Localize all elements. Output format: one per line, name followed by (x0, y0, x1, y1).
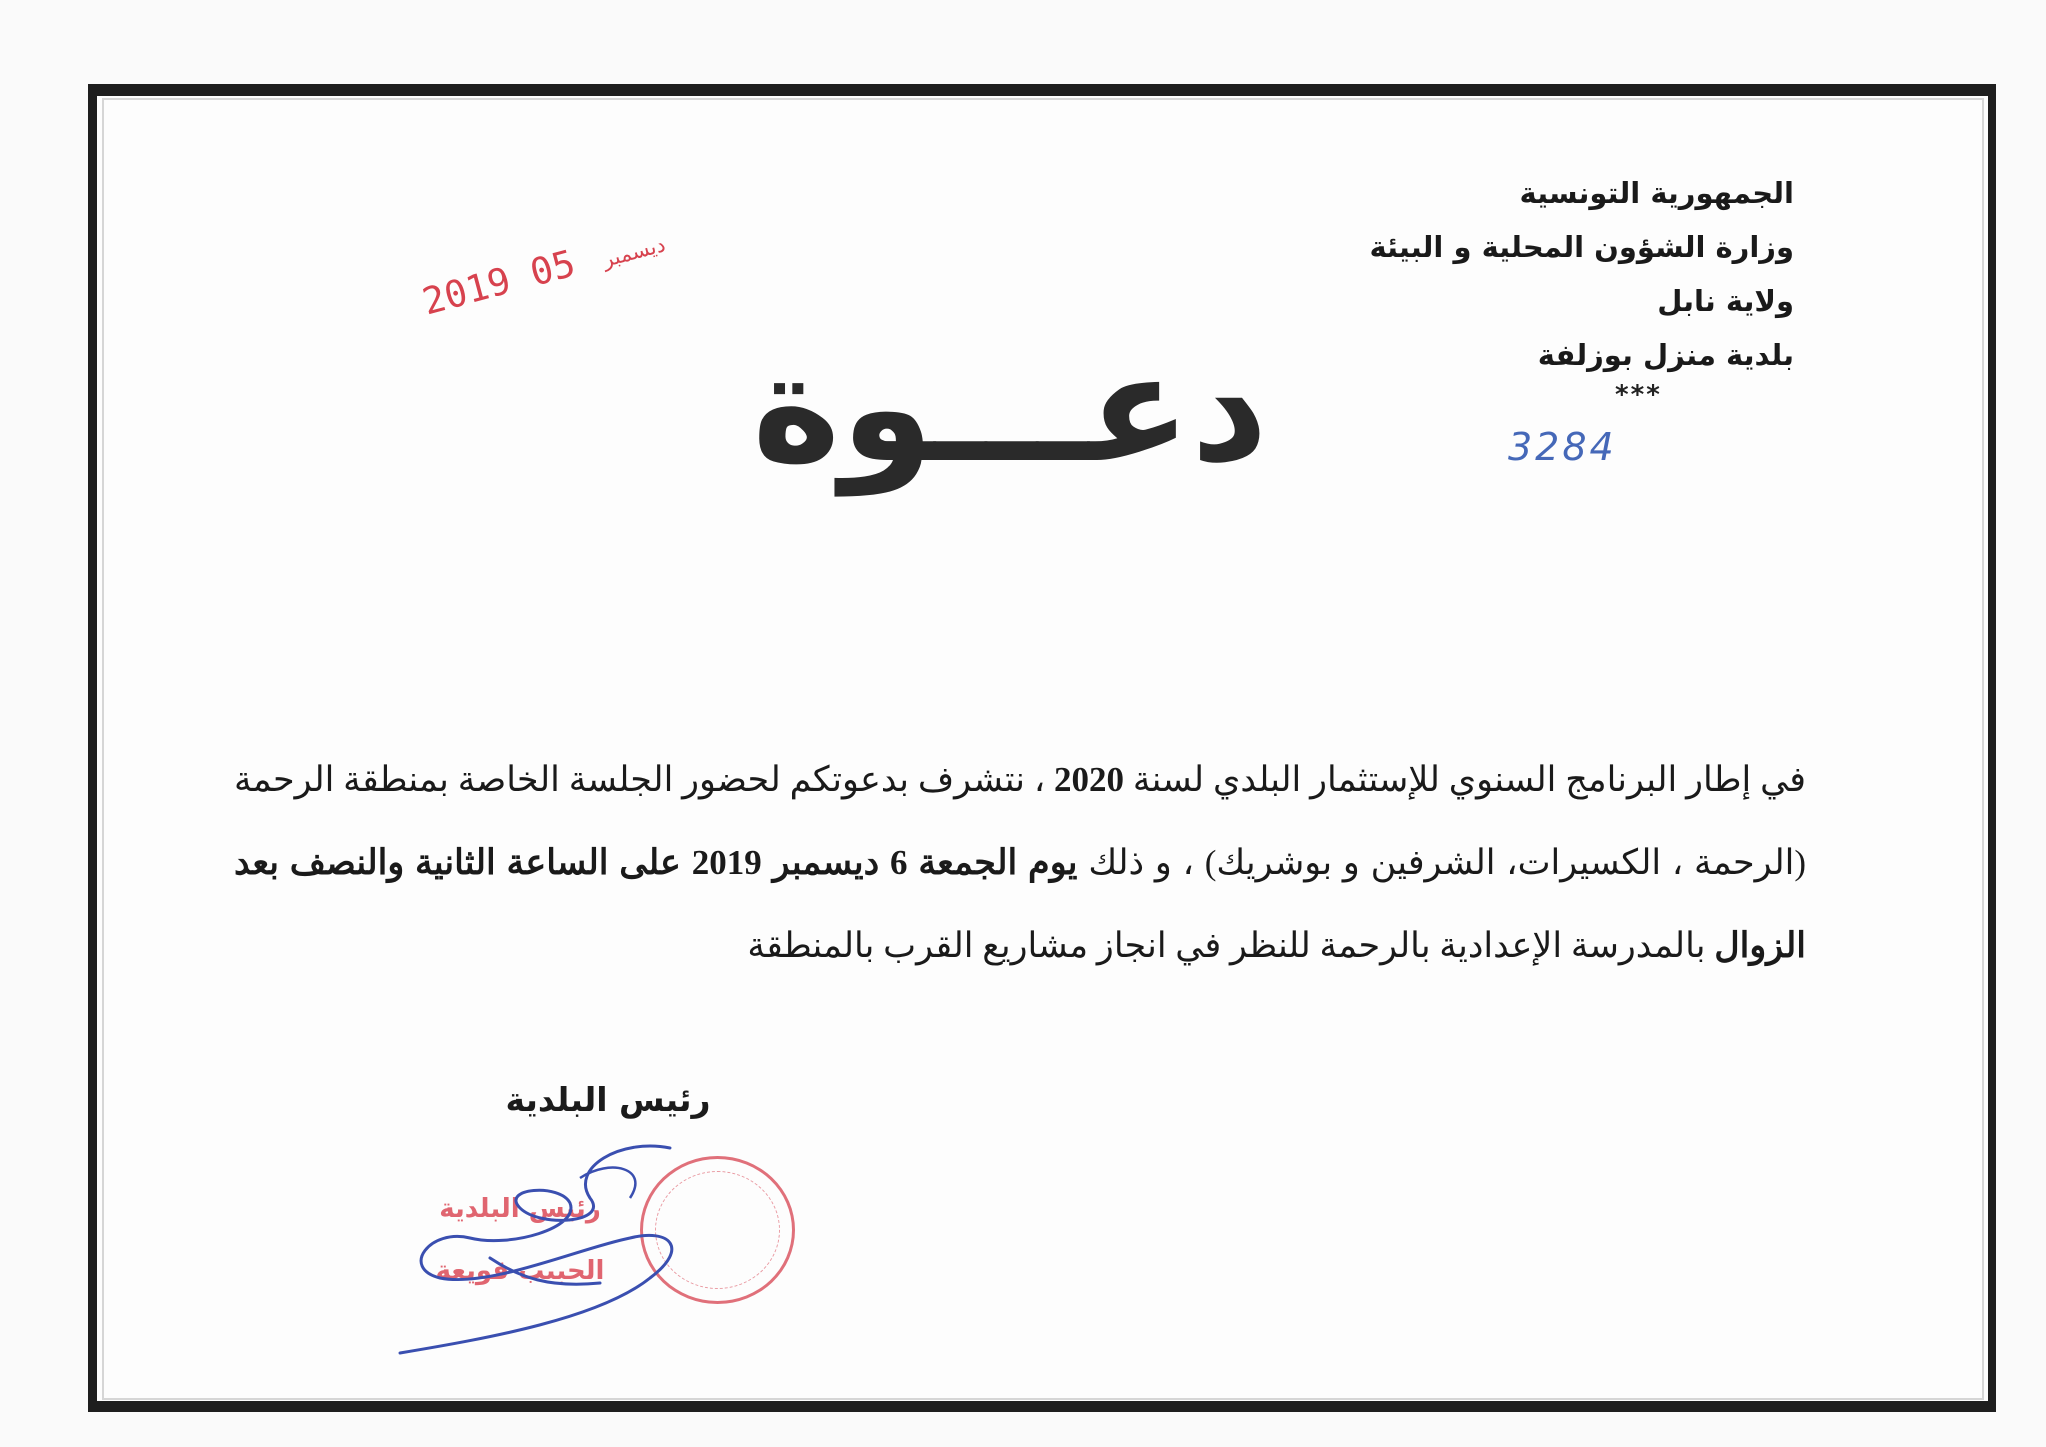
handwritten-signature (370, 1128, 720, 1358)
letterhead-separator: *** (1615, 380, 1662, 410)
date-stamp-month: ديسمبر (599, 232, 668, 272)
body-text-part2: ، نتشرف بدعوتكم لحضور الجلسة الخاصة بمنطقة الرحمة (الرحمة ، الكسيرات، الشرفين و بوشريك) ، و ذلك (234, 760, 1806, 882)
invitation-body (234, 738, 1806, 987)
registration-number: 3284 (1508, 425, 1617, 469)
body-meeting-datetime: يوم الجمعة 6 ديسمبر 2019 على الساعة الثانية والنصف بعد الزوال (234, 843, 1806, 965)
document-title: دعـــوة (752, 322, 1268, 496)
body-text-part3: بالمدرسة الإعدادية بالرحمة للنظر في انجاز مشاريع القرب بالمنطقة (747, 926, 1706, 965)
date-stamp-day: 05 (525, 241, 580, 295)
letterhead-ministry: وزارة الشؤون المحلية و البيئة (1369, 230, 1794, 264)
body-year: 2020 (1054, 760, 1125, 799)
body-text-part1: في إطار البرنامج السنوي للإستثمار البلدي لسنة (1132, 760, 1807, 799)
letterhead-municipality: بلدية منزل بوزلفة (1537, 338, 1794, 372)
mayor-stamp-name: الحبيب قويعة (435, 1256, 605, 1286)
signer-title: رئيس البلدية (505, 1080, 711, 1119)
date-stamp-year: 2019 (418, 258, 516, 324)
mayor-stamp-title: رئيس البلدية (439, 1194, 601, 1224)
letterhead-republic: الجمهورية التونسية (1519, 176, 1794, 210)
letterhead-governorate: ولاية نابل (1657, 284, 1794, 318)
letterhead (1324, 166, 1794, 382)
